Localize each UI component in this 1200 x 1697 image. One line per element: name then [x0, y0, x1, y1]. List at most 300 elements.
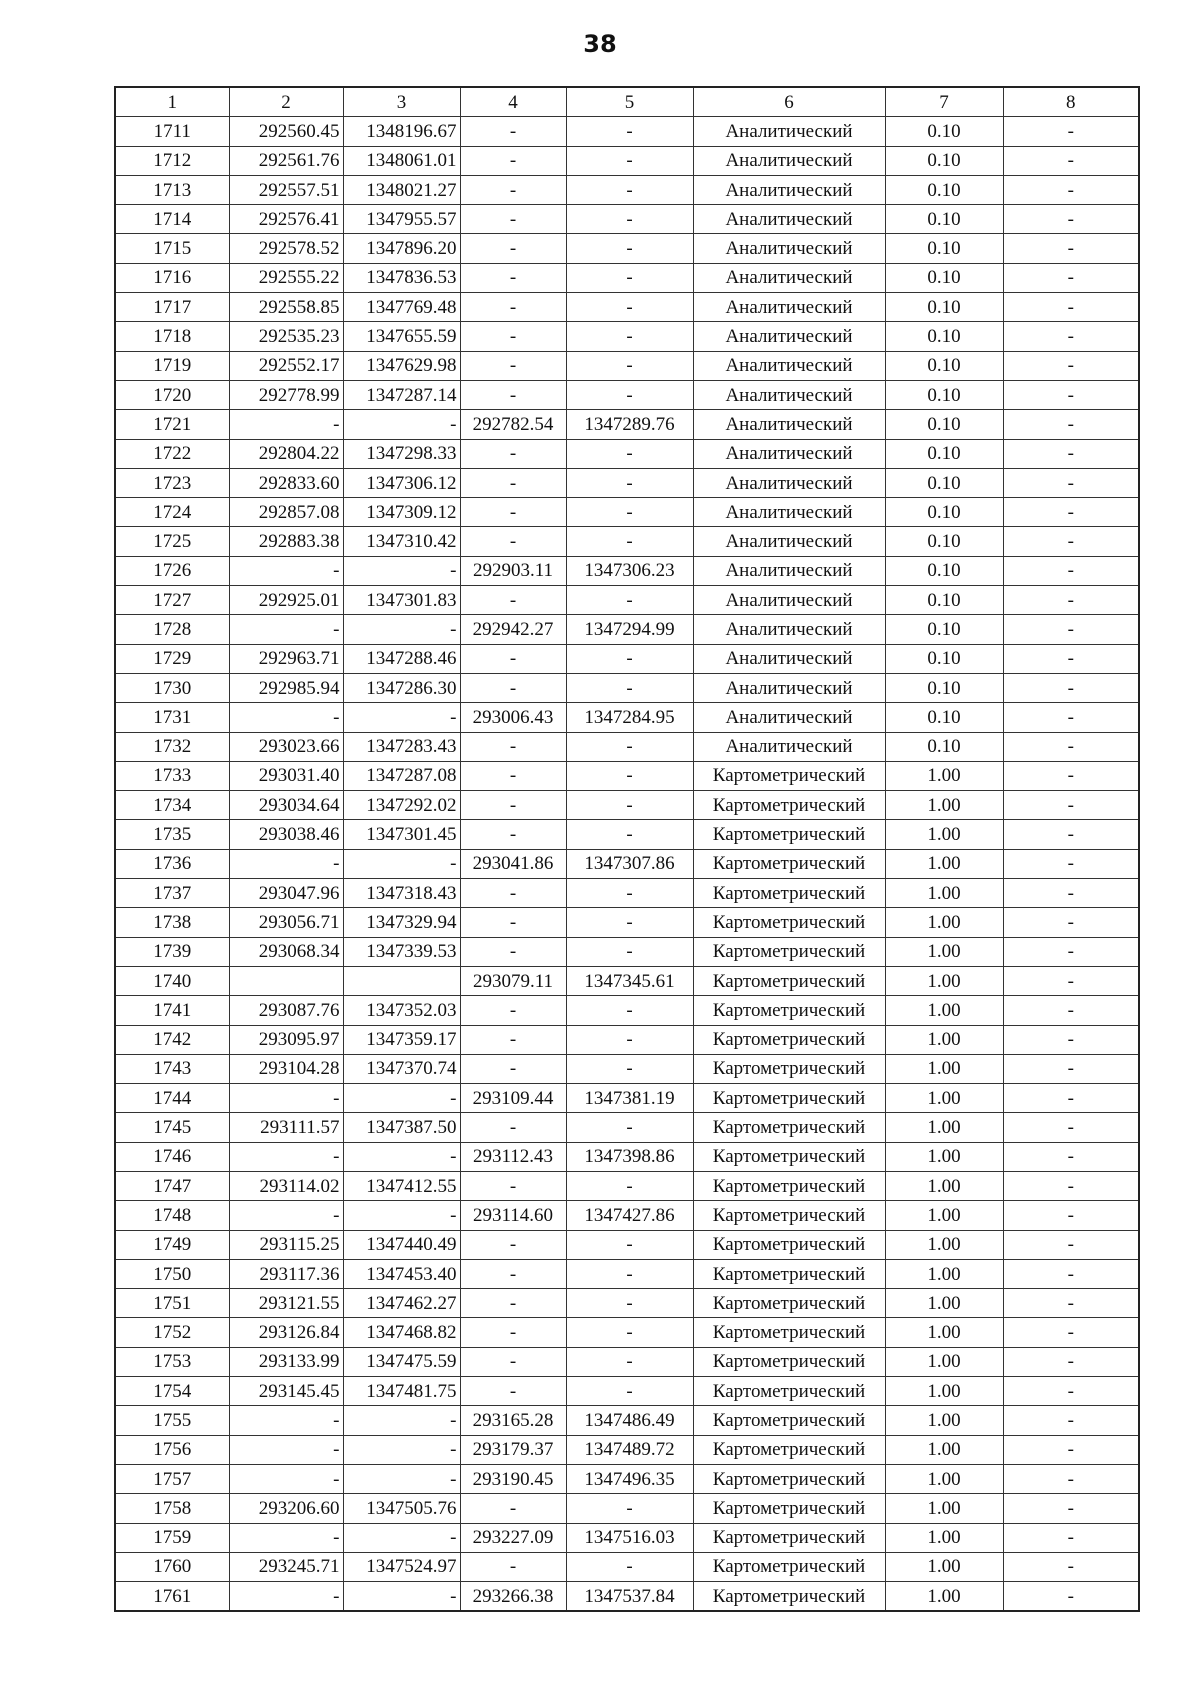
- table-cell: -: [343, 1406, 460, 1435]
- table-cell: 1347288.46: [343, 644, 460, 673]
- table-row: [115, 556, 1139, 585]
- table-cell: Картометрический: [693, 820, 885, 849]
- table-cell: 293047.96: [229, 879, 343, 908]
- table-cell: Картометрический: [693, 791, 885, 820]
- table-cell: 0.10: [885, 263, 1003, 292]
- table-cell: 1751: [115, 1289, 229, 1318]
- table-cell: 1718: [115, 322, 229, 351]
- table-cell: -: [1003, 380, 1139, 409]
- table-cell: -: [566, 1171, 693, 1200]
- table-cell: -: [1003, 1435, 1139, 1464]
- table-cell: 1347310.42: [343, 527, 460, 556]
- table-cell: Картометрический: [693, 908, 885, 937]
- table-cell: 1347896.20: [343, 234, 460, 263]
- table-cell: -: [566, 351, 693, 380]
- table-cell: 0.10: [885, 234, 1003, 263]
- table-cell: 0.10: [885, 673, 1003, 702]
- table-cell: 0.10: [885, 410, 1003, 439]
- table-cell: 1347412.55: [343, 1171, 460, 1200]
- column-header-7: 7: [885, 87, 1003, 117]
- table-cell: -: [1003, 1289, 1139, 1318]
- table-cell: 1.00: [885, 849, 1003, 878]
- table-cell: -: [566, 234, 693, 263]
- table-cell: -: [460, 205, 566, 234]
- table-cell: -: [1003, 1582, 1139, 1612]
- table-row: [115, 146, 1139, 175]
- table-cell: 1347307.86: [566, 849, 693, 878]
- table-cell: 1747: [115, 1171, 229, 1200]
- table-cell: Аналитический: [693, 644, 885, 673]
- table-cell: 1347387.50: [343, 1113, 460, 1142]
- table-cell: -: [460, 1377, 566, 1406]
- table-row: [115, 410, 1139, 439]
- table-cell: 1.00: [885, 1084, 1003, 1113]
- table-cell: 0.10: [885, 615, 1003, 644]
- table-cell: Аналитический: [693, 205, 885, 234]
- table-row: [115, 1377, 1139, 1406]
- table-cell: 1347345.61: [566, 966, 693, 995]
- table-cell: Аналитический: [693, 556, 885, 585]
- table-cell: -: [1003, 849, 1139, 878]
- table-cell: Картометрический: [693, 1464, 885, 1493]
- table-cell: 293111.57: [229, 1113, 343, 1142]
- table-cell: -: [566, 761, 693, 790]
- table-row: [115, 498, 1139, 527]
- table-cell: 1.00: [885, 1142, 1003, 1171]
- table-cell: 1.00: [885, 1113, 1003, 1142]
- table-cell: -: [566, 146, 693, 175]
- table-row: [115, 1318, 1139, 1347]
- table-cell: -: [566, 468, 693, 497]
- table-row: [115, 117, 1139, 146]
- table-cell: Картометрический: [693, 1171, 885, 1200]
- column-header-8: 8: [1003, 87, 1139, 117]
- table-cell: 1.00: [885, 1347, 1003, 1376]
- table-row: [115, 849, 1139, 878]
- table-cell: Картометрический: [693, 1113, 885, 1142]
- table-cell: -: [460, 293, 566, 322]
- table-cell: -: [343, 849, 460, 878]
- table-cell: Аналитический: [693, 322, 885, 351]
- page-number: 38: [583, 30, 617, 58]
- table-cell: 1737: [115, 879, 229, 908]
- table-cell: -: [566, 1494, 693, 1523]
- table-cell: 293115.25: [229, 1230, 343, 1259]
- table-cell: Картометрический: [693, 879, 885, 908]
- table-cell: -: [566, 644, 693, 673]
- table-row: [115, 820, 1139, 849]
- table-row: [115, 439, 1139, 468]
- table-cell: Картометрический: [693, 1435, 885, 1464]
- table-cell: 1347489.72: [566, 1435, 693, 1464]
- table-cell: -: [460, 1259, 566, 1288]
- table-cell: -: [229, 556, 343, 585]
- table-cell: -: [229, 703, 343, 732]
- table-cell: -: [460, 1025, 566, 1054]
- table-cell: 1347475.59: [343, 1347, 460, 1376]
- table-cell: Картометрический: [693, 937, 885, 966]
- table-cell: Аналитический: [693, 439, 885, 468]
- table-cell: -: [1003, 1054, 1139, 1083]
- table-row: [115, 1406, 1139, 1435]
- table-cell: -: [1003, 1201, 1139, 1230]
- table-cell: -: [460, 351, 566, 380]
- table-cell: 293068.34: [229, 937, 343, 966]
- table-row: [115, 293, 1139, 322]
- table-cell: -: [566, 996, 693, 1025]
- table-cell: 1749: [115, 1230, 229, 1259]
- table-cell: 1347453.40: [343, 1259, 460, 1288]
- table-cell: -: [229, 1201, 343, 1230]
- table-cell: -: [1003, 1464, 1139, 1493]
- table-row: [115, 1142, 1139, 1171]
- table-cell: 1724: [115, 498, 229, 527]
- table-cell: 293206.60: [229, 1494, 343, 1523]
- table-cell: Аналитический: [693, 673, 885, 702]
- table-cell: -: [1003, 1113, 1139, 1142]
- table-cell: Картометрический: [693, 1084, 885, 1113]
- table-cell: -: [1003, 1025, 1139, 1054]
- table-row: [115, 1347, 1139, 1376]
- table-row: [115, 1054, 1139, 1083]
- table-row: [115, 761, 1139, 790]
- table-cell: Аналитический: [693, 732, 885, 761]
- table-cell: 1.00: [885, 1552, 1003, 1581]
- table-cell: 292833.60: [229, 468, 343, 497]
- table-cell: -: [460, 468, 566, 497]
- table-cell: 1.00: [885, 908, 1003, 937]
- table-cell: -: [1003, 117, 1139, 146]
- table-cell: Аналитический: [693, 117, 885, 146]
- table-cell: 1757: [115, 1464, 229, 1493]
- table-cell: -: [460, 1318, 566, 1347]
- table-cell: Картометрический: [693, 761, 885, 790]
- table-cell: -: [1003, 322, 1139, 351]
- table-cell: 293126.84: [229, 1318, 343, 1347]
- table-cell: 1347287.08: [343, 761, 460, 790]
- table-cell: 1727: [115, 586, 229, 615]
- table-cell: 1347298.33: [343, 439, 460, 468]
- table-cell: -: [566, 1113, 693, 1142]
- table-cell: 293041.86: [460, 849, 566, 878]
- table-cell: Аналитический: [693, 263, 885, 292]
- table-cell: 1.00: [885, 1054, 1003, 1083]
- table-row: [115, 644, 1139, 673]
- table-cell: -: [229, 1435, 343, 1464]
- table-cell: 1723: [115, 468, 229, 497]
- table-cell: -: [1003, 937, 1139, 966]
- table-cell: Аналитический: [693, 527, 885, 556]
- table-cell: Аналитический: [693, 351, 885, 380]
- table-cell: -: [1003, 1552, 1139, 1581]
- table-cell: 1755: [115, 1406, 229, 1435]
- table-cell: 1347283.43: [343, 732, 460, 761]
- table-cell: 1347287.14: [343, 380, 460, 409]
- table-cell: 1347286.30: [343, 673, 460, 702]
- table-cell: 1347524.97: [343, 1552, 460, 1581]
- table-cell: -: [1003, 673, 1139, 702]
- table-cell: 1740: [115, 966, 229, 995]
- table-cell: Картометрический: [693, 849, 885, 878]
- table-cell: 1741: [115, 996, 229, 1025]
- table-cell: 0.10: [885, 586, 1003, 615]
- table-cell: 293117.36: [229, 1259, 343, 1288]
- table-cell: Картометрический: [693, 1230, 885, 1259]
- table-cell: 1752: [115, 1318, 229, 1347]
- table-cell: 1347292.02: [343, 791, 460, 820]
- table-cell: 1347505.76: [343, 1494, 460, 1523]
- table-cell: -: [460, 439, 566, 468]
- table-cell: 293034.64: [229, 791, 343, 820]
- table-cell: -: [1003, 1084, 1139, 1113]
- table-cell: 1347329.94: [343, 908, 460, 937]
- table-cell: -: [229, 1582, 343, 1612]
- table-cell: 293112.43: [460, 1142, 566, 1171]
- table-row: [115, 732, 1139, 761]
- table-cell: 1.00: [885, 1435, 1003, 1464]
- table-cell: 1347629.98: [343, 351, 460, 380]
- table-cell: 1347462.27: [343, 1289, 460, 1318]
- table-cell: 292560.45: [229, 117, 343, 146]
- table-cell: 1347301.83: [343, 586, 460, 615]
- table-cell: -: [343, 556, 460, 585]
- table-cell: -: [460, 117, 566, 146]
- table-cell: -: [566, 1230, 693, 1259]
- table-cell: -: [1003, 175, 1139, 204]
- table-cell: 1347306.12: [343, 468, 460, 497]
- table-cell: Картометрический: [693, 1552, 885, 1581]
- table-cell: 1.00: [885, 1171, 1003, 1200]
- column-header-4: 4: [460, 87, 566, 117]
- column-header-2: 2: [229, 87, 343, 117]
- table-cell: -: [460, 1113, 566, 1142]
- table-cell: 292857.08: [229, 498, 343, 527]
- table-header-row: [115, 87, 1139, 117]
- table-cell: -: [343, 410, 460, 439]
- table-cell: -: [229, 410, 343, 439]
- table-cell: 293109.44: [460, 1084, 566, 1113]
- table-cell: 293023.66: [229, 732, 343, 761]
- table-cell: -: [1003, 966, 1139, 995]
- table-cell: 1733: [115, 761, 229, 790]
- table-cell: -: [566, 1552, 693, 1581]
- table-cell: 1347427.86: [566, 1201, 693, 1230]
- table-cell: 1347284.95: [566, 703, 693, 732]
- table-cell: -: [229, 1084, 343, 1113]
- table-cell: -: [1003, 586, 1139, 615]
- table-row: [115, 1201, 1139, 1230]
- table-cell: 293145.45: [229, 1377, 343, 1406]
- table-cell: 0.10: [885, 351, 1003, 380]
- table-cell: -: [460, 1552, 566, 1581]
- table-cell: 292558.85: [229, 293, 343, 322]
- table-row: [115, 1230, 1139, 1259]
- table-cell: 292778.99: [229, 380, 343, 409]
- table-cell: -: [460, 1347, 566, 1376]
- table-cell: 292535.23: [229, 322, 343, 351]
- table-cell: -: [566, 1259, 693, 1288]
- table-cell: 1347381.19: [566, 1084, 693, 1113]
- table-cell: 1717: [115, 293, 229, 322]
- table-cell: 1712: [115, 146, 229, 175]
- table-cell: Аналитический: [693, 703, 885, 732]
- table-cell: 1347440.49: [343, 1230, 460, 1259]
- table-row: [115, 234, 1139, 263]
- table-cell: -: [1003, 1406, 1139, 1435]
- table-cell: 1.00: [885, 761, 1003, 790]
- table-cell: 1347836.53: [343, 263, 460, 292]
- table-cell: 1347306.23: [566, 556, 693, 585]
- table-cell: -: [1003, 263, 1139, 292]
- table-cell: -: [566, 908, 693, 937]
- table-cell: 1729: [115, 644, 229, 673]
- table-cell: 1347486.49: [566, 1406, 693, 1435]
- table-row: [115, 1025, 1139, 1054]
- table-cell: -: [1003, 146, 1139, 175]
- table-cell: 1347655.59: [343, 322, 460, 351]
- table-cell: Аналитический: [693, 380, 885, 409]
- table-cell: 1.00: [885, 1318, 1003, 1347]
- table-cell: -: [1003, 644, 1139, 673]
- table-cell: -: [460, 673, 566, 702]
- table-cell: 1739: [115, 937, 229, 966]
- table-cell: -: [460, 1171, 566, 1200]
- table-cell: -: [460, 937, 566, 966]
- table-cell: 292883.38: [229, 527, 343, 556]
- table-cell: 1348021.27: [343, 175, 460, 204]
- table-row: [115, 966, 1139, 995]
- table-cell: -: [566, 1025, 693, 1054]
- table-cell: -: [460, 322, 566, 351]
- table-cell: -: [343, 1142, 460, 1171]
- table-cell: -: [1003, 468, 1139, 497]
- table-cell: 1711: [115, 117, 229, 146]
- table-cell: -: [460, 234, 566, 263]
- table-cell: 1.00: [885, 966, 1003, 995]
- table-cell: 1.00: [885, 791, 1003, 820]
- table-cell: -: [460, 380, 566, 409]
- table-cell: -: [1003, 439, 1139, 468]
- table-cell: Картометрический: [693, 1582, 885, 1612]
- table-cell: 1347359.17: [343, 1025, 460, 1054]
- table-cell: 293031.40: [229, 761, 343, 790]
- table-row: [115, 615, 1139, 644]
- column-header-1: 1: [115, 87, 229, 117]
- table-cell: -: [460, 263, 566, 292]
- table-cell: -: [1003, 1494, 1139, 1523]
- table-cell: 1758: [115, 1494, 229, 1523]
- table-cell: 0.10: [885, 498, 1003, 527]
- table-cell: -: [566, 879, 693, 908]
- table-cell: 1726: [115, 556, 229, 585]
- table-row: [115, 263, 1139, 292]
- table-cell: -: [566, 1347, 693, 1376]
- table-cell: -: [566, 498, 693, 527]
- table-cell: -: [460, 498, 566, 527]
- table-cell: -: [566, 820, 693, 849]
- table-cell: 1759: [115, 1523, 229, 1552]
- table-cell: Аналитический: [693, 146, 885, 175]
- table-cell: 1347769.48: [343, 293, 460, 322]
- table-row: [115, 1113, 1139, 1142]
- table-cell: -: [460, 791, 566, 820]
- table-cell: 1347496.35: [566, 1464, 693, 1493]
- table-cell: 1761: [115, 1582, 229, 1612]
- table-cell: Аналитический: [693, 410, 885, 439]
- table-cell: -: [460, 586, 566, 615]
- table-cell: Картометрический: [693, 1201, 885, 1230]
- table-cell: -: [1003, 498, 1139, 527]
- table-cell: Картометрический: [693, 1494, 885, 1523]
- table-cell: -: [229, 1523, 343, 1552]
- table-cell: 292985.94: [229, 673, 343, 702]
- table-cell: -: [566, 293, 693, 322]
- table-cell: Аналитический: [693, 498, 885, 527]
- table-cell: 293006.43: [460, 703, 566, 732]
- table-row: [115, 1259, 1139, 1288]
- table-cell: 0.10: [885, 117, 1003, 146]
- table-cell: 1.00: [885, 1523, 1003, 1552]
- table-cell: 1.00: [885, 1582, 1003, 1612]
- table-row: [115, 673, 1139, 702]
- table-cell: 1347294.99: [566, 615, 693, 644]
- table-cell: -: [229, 1464, 343, 1493]
- table-cell: 1756: [115, 1435, 229, 1464]
- table-cell: 1347289.76: [566, 410, 693, 439]
- table-cell: -: [1003, 351, 1139, 380]
- table-row: [115, 527, 1139, 556]
- table-row: [115, 1435, 1139, 1464]
- table-cell: 0.10: [885, 527, 1003, 556]
- table-cell: 1716: [115, 263, 229, 292]
- table-cell: Картометрический: [693, 1347, 885, 1376]
- table-cell: 293227.09: [460, 1523, 566, 1552]
- table-cell: -: [343, 1201, 460, 1230]
- table-cell: [343, 966, 460, 995]
- table-cell: -: [460, 761, 566, 790]
- table-cell: -: [460, 820, 566, 849]
- table-cell: 0.10: [885, 175, 1003, 204]
- table-cell: 1.00: [885, 937, 1003, 966]
- table-cell: -: [566, 175, 693, 204]
- table-cell: [229, 966, 343, 995]
- table-cell: Аналитический: [693, 293, 885, 322]
- table-cell: 0.10: [885, 205, 1003, 234]
- table-cell: 292578.52: [229, 234, 343, 263]
- table-cell: -: [343, 1084, 460, 1113]
- table-cell: -: [566, 1054, 693, 1083]
- table-cell: -: [229, 1406, 343, 1435]
- table-cell: 0.10: [885, 644, 1003, 673]
- table-cell: -: [1003, 908, 1139, 937]
- table-cell: -: [460, 1494, 566, 1523]
- table-cell: 292552.17: [229, 351, 343, 380]
- table-cell: 1742: [115, 1025, 229, 1054]
- table-cell: 292576.41: [229, 205, 343, 234]
- table-row: [115, 1084, 1139, 1113]
- table-cell: 1714: [115, 205, 229, 234]
- table-cell: 1.00: [885, 1201, 1003, 1230]
- table-row: [115, 937, 1139, 966]
- table-cell: -: [1003, 996, 1139, 1025]
- table-cell: 293266.38: [460, 1582, 566, 1612]
- table-cell: 1.00: [885, 1259, 1003, 1288]
- table-cell: 293038.46: [229, 820, 343, 849]
- table-cell: -: [343, 1435, 460, 1464]
- table-cell: -: [460, 175, 566, 204]
- table-cell: Картометрический: [693, 1377, 885, 1406]
- table-cell: 1750: [115, 1259, 229, 1288]
